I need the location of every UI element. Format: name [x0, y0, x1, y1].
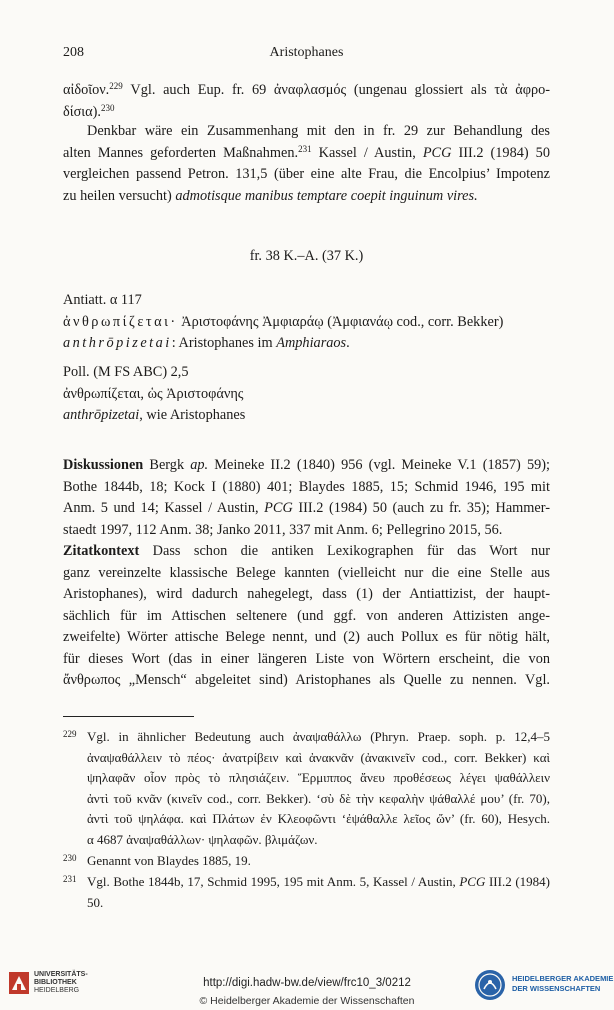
section-zitatkontext: Zitatkontext Dass schon die antiken Lexikographen für das Wort nur ganz vereinzelte klassische Belege kannten (vielleicht nur die eine Stelle aus Aristophanes), wird dadurch nahegelegt, dass (1) der Antiattizist, der haupt- sächlich für im Attischen seltenere (und ggf. von anderen Attizisten ange- zweifelte) Wörter attische Belege nennt, und (2) auch Pollux es für nötig hält, für dieses Wort (das in einer längeren Liste von Wörtern erscheint, die von ἄνθρωπος „Mensch“ abgeleitet sind) Aristophanes als Quelle zu nennen. Vgl.	[63, 543, 550, 688]
footnote-ref[interactable]: 229	[109, 81, 123, 91]
fragment-source-antiatt: Antiatt. α 117 ἀνθρωπίζεται· Ἀριστοφάνης Ἀμφιαράῳ (Ἀμφιανάῳ cod., corr. Bekker) anthrōpizetai: Aristophanes im Amphiaraos.	[63, 290, 550, 355]
fragment-heading: fr. 38 K.–A. (37 K.)	[249, 248, 364, 264]
text-line: αἰδοῖον.$^{229}$ Vgl. auch Eup. fr. 69 ἀναφλασμός (ungenau glossiert als τὰ ἀφρο-	[63, 81, 550, 98]
section-label: Zitatkontext	[63, 543, 140, 559]
page-number: 208	[63, 45, 84, 60]
source-reference: Antiatt. α 117	[63, 292, 142, 308]
footnote-ref[interactable]: 230	[100, 102, 115, 113]
source-reference: Poll. (M FS ABC) 2,5	[63, 364, 189, 380]
page-url-link[interactable]: http://digi.hadw-bw.de/view/frc10_3/0212	[203, 977, 411, 989]
section-diskussionen: Diskussionen Bergk ap. Meineke II.2 (1840) 956 (vgl. Meineke V.1 (1857) 59); Bothe 1844b, 18; Kock I (1880) 401; Blaydes 1885, 15; Schmid 1946, 195 mit Anm. 5 und 14; Kassel / Austin, PCG III.2 (1984) 50 (auch zu fr. 35); Hammer- staedt 1997, 112 Anm. 38; Janko 2011, 337 mit Anm. 6; Pellegrino 2015, 56.	[63, 457, 550, 538]
footnote-number: 230	[63, 853, 77, 863]
copyright-notice: © Heidelberger Akademie der Wissenschaften	[199, 995, 415, 1007]
university-library-name: UNIVERSITÄTS- BIBLIOTHEK HEIDELBERG	[34, 971, 88, 994]
footnote-ref[interactable]: 231	[298, 143, 312, 154]
running-title: Aristophanes	[269, 45, 344, 60]
footnote-number: 231	[63, 874, 77, 884]
academy-name: HEIDELBERGER AKADEMIE DER WISSENSCHAFTEN	[512, 974, 614, 993]
footnote-divider	[63, 716, 194, 717]
fragment-source-pollux: Poll. (M FS ABC) 2,5 ἀνθρωπίζεται, ὡς Ἀριστοφάνης anthrōpizetai, wie Aristophanes	[63, 362, 550, 427]
paragraph-denkbar: Denkbar wäre ein Zusammenhang mit den in fr. 29 zur Behandlung des alten Mannes geforderten Maßnahmen.$^{231}$ Kassel / Austin, PCG III.2 (1984) 50 vergleichen passend Petron. 131,5 (über eine alte Frau, die Encolpius’ Impotenz zu heilen versucht) admotisque manibus temptare coepit inguinum vires.	[63, 123, 550, 204]
section-label: Diskussionen	[63, 457, 144, 473]
paragraph-intro: αἰδοῖον.$^{229}$ Vgl. auch Eup. fr. 69 ἀναφλασμός (ungenau glossiert als τὰ ἀφρο- δίσια).$^{230}$	[63, 81, 550, 120]
footnote-number: 229	[63, 729, 77, 739]
academy-seal-icon	[474, 969, 506, 1001]
